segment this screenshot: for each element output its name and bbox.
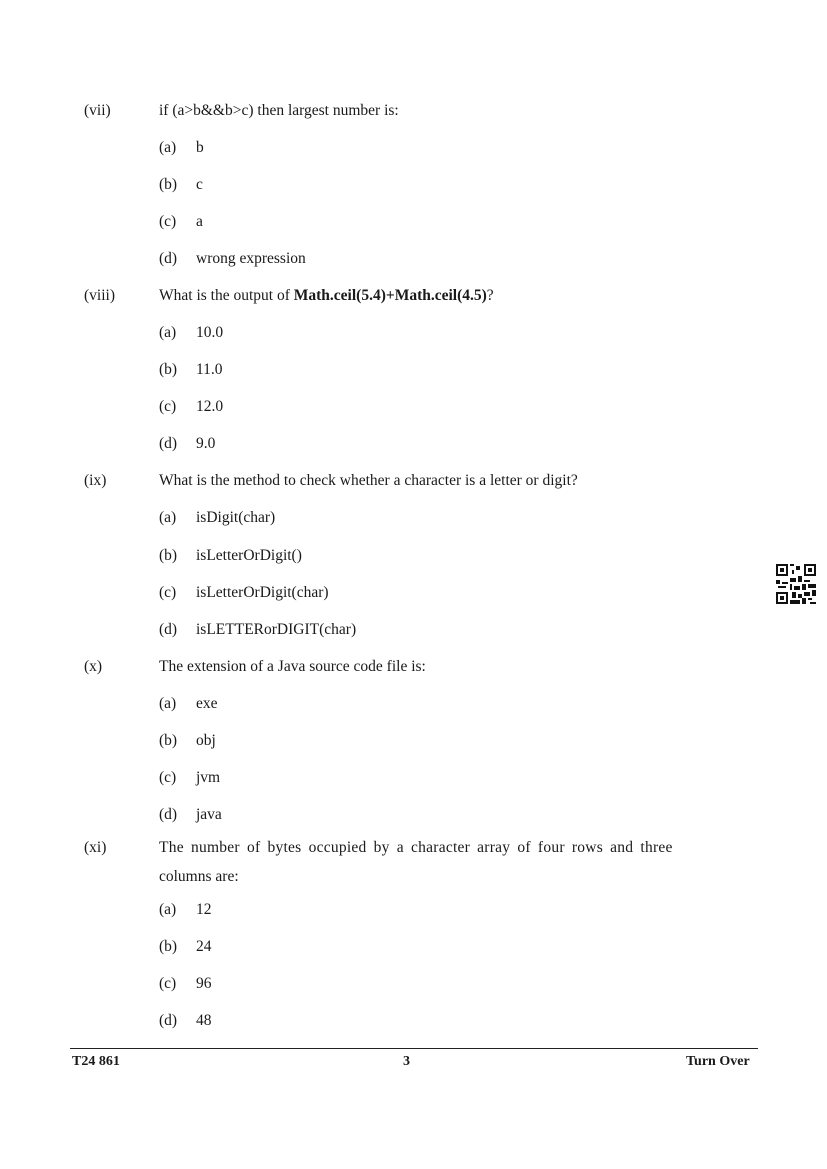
- paper-code: T24 861: [72, 1054, 120, 1069]
- option-label: (b): [159, 361, 178, 378]
- option-label: (d): [159, 1012, 178, 1029]
- option-text: isLetterOrDigit(): [196, 547, 302, 564]
- option-text: isLetterOrDigit(char): [196, 584, 329, 601]
- question-number: (xi): [84, 839, 107, 856]
- option-text: 10.0: [196, 324, 224, 341]
- option-text: 11.0: [196, 361, 223, 378]
- question-text-part: ?: [486, 287, 494, 304]
- option-text: wrong expression: [196, 250, 306, 267]
- option-text: isDigit(char): [196, 509, 276, 526]
- question-number: (ix): [84, 472, 107, 489]
- option-text: isLETTERorDIGIT(char): [196, 621, 357, 638]
- question-text: The number of bytes occupied by a character array of four rows and three: [159, 839, 673, 856]
- option-label: (b): [159, 547, 178, 564]
- question-text: if (a>b&&b>c) then largest number is:: [159, 102, 399, 119]
- option-text: 12: [196, 901, 212, 918]
- question-text: The extension of a Java source code file is:: [159, 658, 426, 675]
- option-label: (c): [159, 975, 177, 992]
- option-label: (a): [159, 324, 177, 341]
- option-text: 96: [196, 975, 212, 992]
- option-label: (c): [159, 213, 177, 230]
- question-code-expression: Math.ceil(5.4)+Math.ceil(4.5): [293, 287, 487, 304]
- option-label: (a): [159, 509, 177, 526]
- option-label: (b): [159, 938, 178, 955]
- question-number: (x): [84, 658, 103, 675]
- option-label: (a): [159, 139, 177, 156]
- option-label: (c): [159, 584, 177, 601]
- question-number: (viii): [84, 287, 115, 304]
- option-label: (d): [159, 621, 178, 638]
- option-text: jvm: [196, 769, 221, 786]
- option-label: (a): [159, 695, 177, 712]
- turn-over-label: Turn Over: [686, 1054, 750, 1069]
- option-label: (b): [159, 732, 178, 749]
- option-text: c: [196, 176, 203, 193]
- option-label: (d): [159, 435, 178, 452]
- qr-code-icon: [776, 564, 816, 604]
- option-text: exe: [196, 695, 218, 712]
- option-label: (d): [159, 250, 178, 267]
- page-number: 3: [403, 1054, 410, 1069]
- question-text-part: What is the output of: [159, 287, 294, 304]
- question-text-continued: columns are:: [159, 868, 239, 885]
- question-text: What is the method to check whether a character is a letter or digit?: [159, 472, 578, 489]
- option-text: a: [196, 213, 203, 230]
- option-text: 9.0: [196, 435, 216, 452]
- footer-divider: [70, 1048, 758, 1049]
- option-text: 12.0: [196, 398, 224, 415]
- option-label: (b): [159, 176, 178, 193]
- option-text: 48: [196, 1012, 212, 1029]
- option-label: (d): [159, 806, 178, 823]
- question-text: [159, 287, 494, 305]
- option-label: (a): [159, 901, 177, 918]
- option-label: (c): [159, 769, 177, 786]
- option-text: 24: [196, 938, 212, 955]
- option-text: obj: [196, 732, 216, 749]
- option-label: (c): [159, 398, 177, 415]
- option-text: b: [196, 139, 204, 156]
- question-number: (vii): [84, 102, 111, 119]
- option-text: java: [196, 806, 222, 823]
